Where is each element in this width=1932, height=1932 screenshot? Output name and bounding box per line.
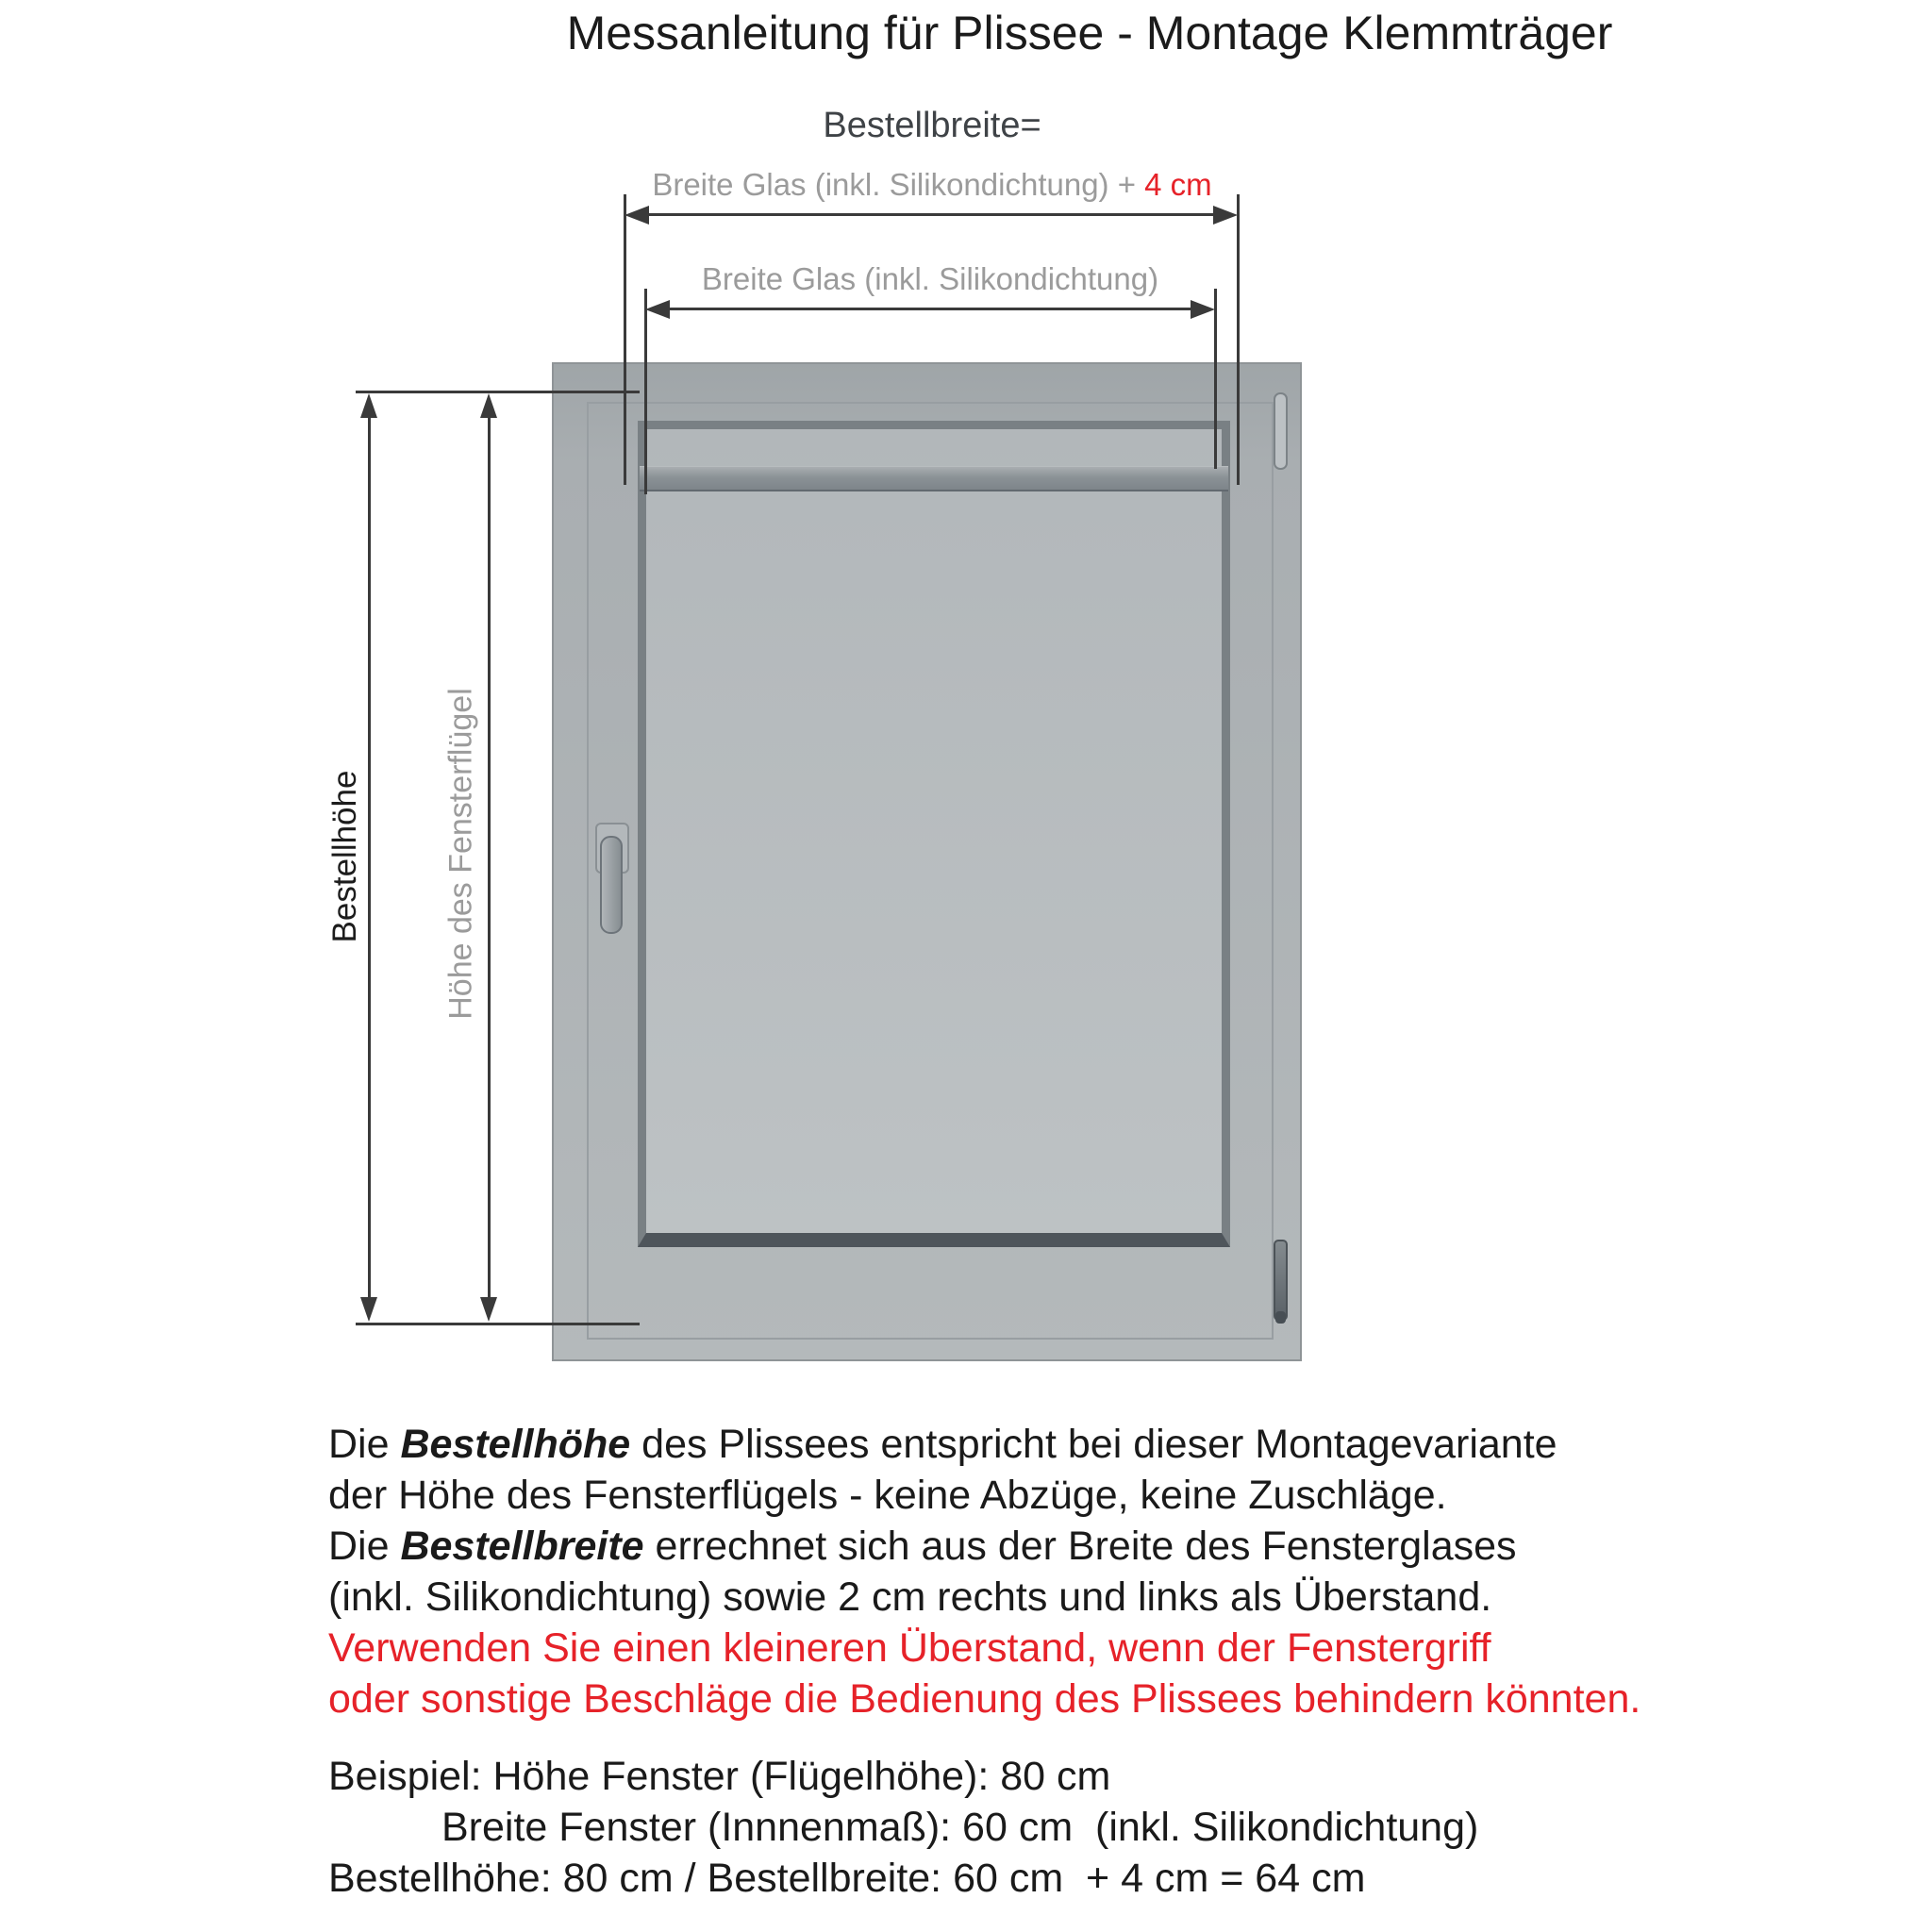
text-line <box>328 1751 1706 1802</box>
text-line <box>328 1470 1706 1521</box>
outer-width-arrowhead-left <box>625 206 649 225</box>
extension-line-inner-left <box>644 289 647 494</box>
extension-line-outer-left <box>624 194 626 485</box>
order-height-label: Bestellhöhe <box>326 770 363 943</box>
inner-width-arrow-line <box>667 308 1194 310</box>
page-title: Messanleitung für Plissee - Montage Klemmträger <box>566 7 1613 59</box>
extension-line-inner-right <box>1214 289 1217 469</box>
text-segment: Beispiel: Höhe Fenster (Flügelhöhe): 80 cm <box>328 1754 1111 1799</box>
text-line <box>328 1521 1706 1572</box>
order-height-arrowhead-top <box>360 393 377 418</box>
inner-width-arrowhead-right <box>1191 300 1215 319</box>
inner-width-arrowhead-left <box>645 300 670 319</box>
explanation-paragraph <box>328 1419 1706 1724</box>
example-paragraph <box>328 1751 1706 1904</box>
text-segment: Die <box>328 1524 401 1569</box>
text-line <box>328 1572 1706 1623</box>
outer-width-arrow-line <box>646 213 1215 216</box>
text-segment: errechnet sich aus der Breite des Fensterglases <box>643 1524 1517 1569</box>
text-segment: des Plissees entspricht bei dieser Montagevariante <box>630 1422 1557 1467</box>
sash-height-arrowhead-top <box>480 393 497 418</box>
text-segment: Breite Fenster (Innnenmaß): 60 cm (inkl. Silikondichtung) <box>441 1805 1479 1850</box>
text-segment: Bestellhöhe: 80 cm / Bestellbreite: 60 cm + 4 cm = 64 cm <box>328 1856 1366 1901</box>
order-width-label: Bestellbreite= <box>823 106 1041 145</box>
window-handle <box>600 836 623 934</box>
order-height-arrow-line <box>368 413 371 1302</box>
outer-width-dimension-label <box>555 164 1309 206</box>
text-segment: Verwenden Sie einen kleineren Überstand, wenn der Fenstergriff <box>328 1625 1491 1671</box>
plissee-top-rail <box>640 466 1228 491</box>
order-height-arrowhead-bottom <box>360 1297 377 1322</box>
extension-line-outer-right <box>1237 194 1240 485</box>
window-hinge-bottom <box>1274 1240 1288 1321</box>
sash-height-arrowhead-bottom <box>480 1297 497 1322</box>
text-line <box>328 1853 1706 1904</box>
window-hinge-top <box>1274 392 1288 470</box>
sash-height-label: Höhe des Fensterflügel <box>442 688 479 1020</box>
window-glass <box>638 421 1230 1247</box>
height-tick-top <box>356 391 640 393</box>
inner-width-dimension-label: Breite Glas (inkl. Silikondichtung) <box>701 261 1159 296</box>
outer-width-arrowhead-right <box>1213 206 1238 225</box>
text-segment: (inkl. Silikondichtung) sowie 2 cm rechts und links als Überstand. <box>328 1574 1492 1620</box>
sash-height-arrow-line <box>488 413 491 1302</box>
outer-width-red-text: 4 cm <box>1144 167 1212 202</box>
text-line <box>328 1623 1706 1674</box>
text-segment: Die <box>328 1422 401 1467</box>
text-segment: Bestellbreite <box>400 1524 644 1569</box>
text-segment: der Höhe des Fensterflügels - keine Abzüge, keine Zuschläge. <box>328 1473 1447 1518</box>
window-hinge-knob <box>1275 1311 1286 1324</box>
body-text <box>328 1419 1706 1904</box>
text-segment: oder sonstige Beschläge die Bedienung des Plissees behindern könnten. <box>328 1676 1641 1722</box>
height-tick-bottom <box>356 1323 640 1325</box>
text-segment: Bestellhöhe <box>400 1422 631 1467</box>
text-line <box>328 1419 1706 1470</box>
outer-width-gray-text: Breite Glas (inkl. Silikondichtung) + <box>652 167 1145 202</box>
text-line <box>328 1802 1706 1853</box>
text-line <box>328 1674 1706 1724</box>
